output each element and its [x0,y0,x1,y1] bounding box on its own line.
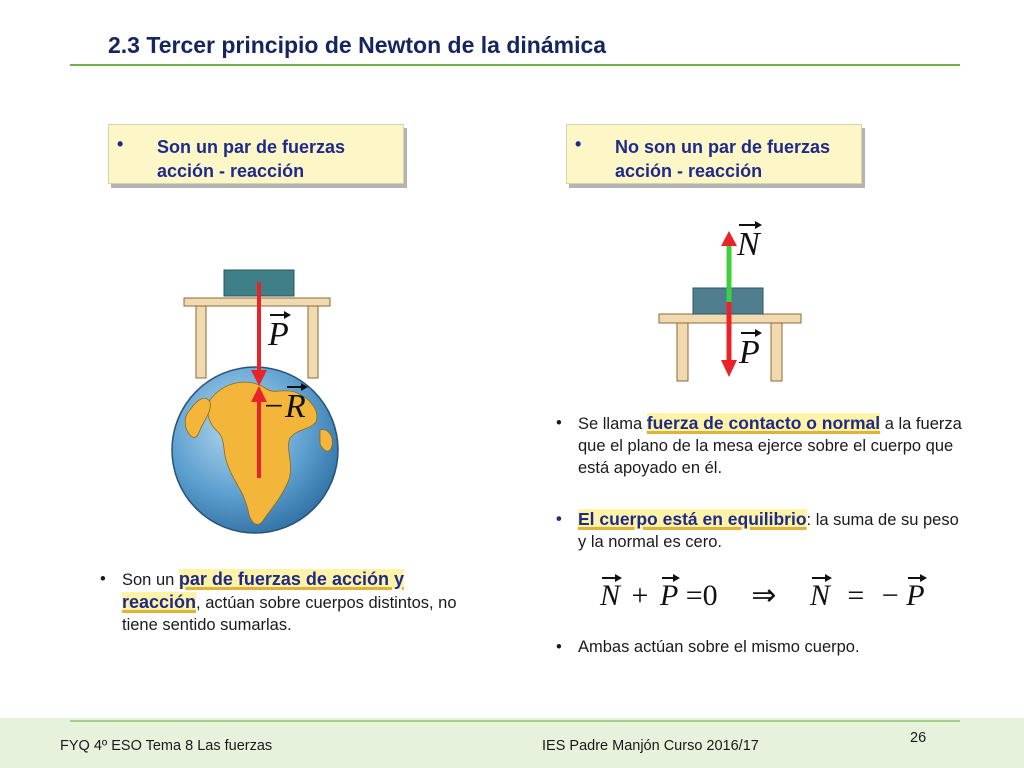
vector-label-minus-r: − R [262,388,306,425]
bullet: • [117,134,124,154]
text-fragment: Se llama [578,415,647,433]
same-body-paragraph [556,636,968,658]
vector-label-p: P [739,334,760,371]
highlight-action-reaction: par de fuerzas de acción y reacción [122,569,404,612]
bullet: • [556,510,562,528]
left-header-text: Son un par de fuerzas acción - reacción [157,137,346,181]
highlight-normal-force: fuerza de contacto o normal [646,413,881,433]
vector-label-n: N [737,226,760,263]
equilibrium-paragraph [556,508,968,553]
title-divider [70,64,960,66]
text-fragment: Son un [122,571,179,589]
text-fragment: , actúan sobre cuerpos distintos, no tiene sentido sumarlas. [122,594,457,634]
bullet: • [556,638,562,656]
footer-school: IES Padre Manjón Curso 2016/17 [542,738,759,754]
footer-divider [70,720,960,722]
left-header-box [108,124,404,184]
highlight-equilibrium: El cuerpo está en equilibrio [578,509,807,529]
table-normal-figure [655,222,815,392]
slide-title: 2.3 Tercer principio de Newton de la dinámica [108,32,607,58]
bullet: • [575,134,582,154]
bullet: • [556,414,562,432]
earth-table-figure [170,260,370,560]
vector-label-p: P [268,316,289,353]
page-number: 26 [910,730,927,746]
equilibrium-equation: N + P =0 ⇒ N = − P [600,579,925,612]
right-header-box [566,124,862,184]
normal-force-paragraph [556,412,968,479]
footer-course: FYQ 4º ESO Tema 8 Las fuerzas [60,738,273,754]
text-fragment: : la suma de su peso y la normal es cero. [578,511,959,551]
table-normal-illustration [655,222,815,392]
left-explanation [100,568,462,636]
text-fragment: a la fuerza que el plano de la mesa ejerce sobre el cuerpo que está apoyado en él. [578,415,962,477]
right-header-text: No son un par de fuerzas acción - reacción [615,137,831,181]
bullet: • [100,570,106,588]
text-fragment: Ambas actúan sobre el mismo cuerpo. [578,638,860,656]
